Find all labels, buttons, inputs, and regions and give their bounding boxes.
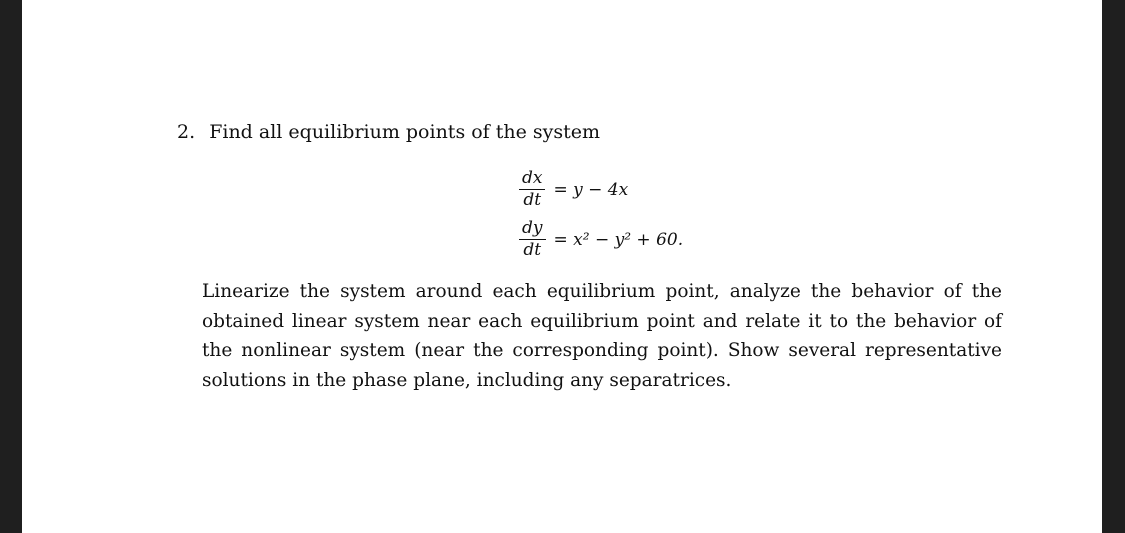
right-frame-bar — [1102, 0, 1125, 533]
document-page — [22, 0, 1102, 533]
problem-instructions: Linearize the system around each equilibrium point, analyze the behavior of the obtained linear system near each equilibrium point and relate it to the behavior of the nonlinear system (near the corresponding point). Show several representative solutions in the phase plane, including any separatrices. — [202, 281, 1002, 391]
problem-number: 2. — [177, 121, 196, 143]
fraction-denominator: dt — [523, 190, 542, 210]
fraction-numerator: dy — [519, 220, 546, 240]
equation-rhs — [554, 230, 684, 250]
problem-intro: Find all equilibrium points of the system — [209, 121, 601, 143]
problem-heading — [177, 121, 600, 143]
equals-sign: = — [553, 230, 574, 250]
rhs-expression: x² − y² + 60. — [573, 230, 684, 250]
rhs-expression: y − 4x — [573, 180, 629, 200]
equation-dx — [519, 165, 683, 215]
derivative-dy-dt — [519, 220, 546, 260]
fraction-numerator: dx — [519, 170, 545, 190]
left-frame-bar — [0, 0, 22, 533]
fraction-denominator: dt — [523, 240, 542, 260]
derivative-dx-dt — [519, 170, 545, 210]
equation-system — [519, 165, 683, 265]
equation-rhs — [553, 180, 628, 200]
equation-dy — [519, 215, 683, 265]
equals-sign: = — [553, 180, 574, 200]
